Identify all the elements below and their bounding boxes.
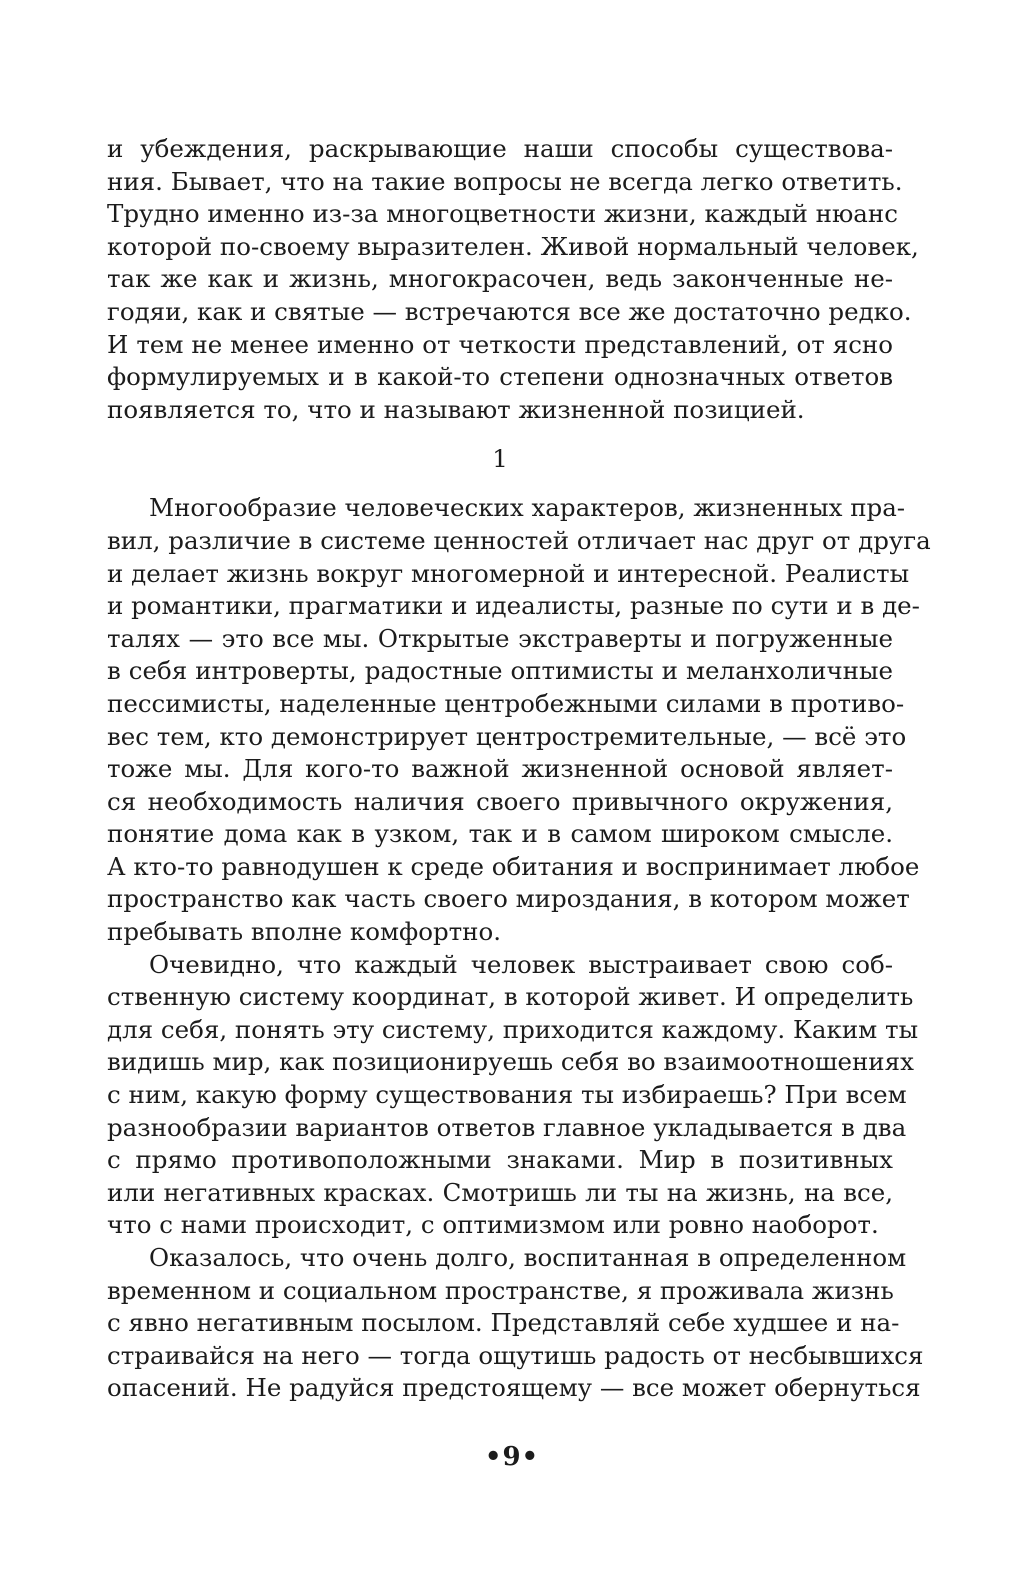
text-line: формулируемых и в какой-то степени однозначных ответов [107,362,893,392]
text-line: или негативных красках. Смотришь ли ты на жизнь, на все, [107,1177,893,1207]
text-line: которой по-своему выразителен. Живой нормальный человек, [107,231,919,261]
text-line: страивайся на него — тогда ощутишь радость от несбывшихся [107,1340,924,1370]
text-line: и делает жизнь вокруг многомерной и интересной. Реалисты [107,558,910,588]
text-line: ственную систему координат, в которой живет. И определить [107,982,914,1012]
text-line: с ним, какую форму существования ты избираешь? При всем [107,1080,907,1110]
paragraph [107,949,919,1242]
text-line: с прямо противоположными знаками. Мир в позитивных [107,1145,893,1175]
text-line: для себя, понять эту систему, приходится каждому. Каким ты [107,1014,919,1044]
text-line: Оказалось, что очень долго, воспитанная в определенном [149,1243,907,1272]
text-line: появляется то, что и называют жизненной позицией. [107,394,805,424]
text-line: понятие дома как в узком, так и в самом широком смысле. [107,819,893,849]
text-line: опасений. Не радуйся предстоящему — все может обернуться [107,1373,921,1403]
text-line: и убеждения, раскрывающие наши способы существова- [107,134,893,163]
text-line: пространство как часть своего мироздания, в котором может [107,884,910,914]
text-line: разнообразии вариантов ответов главное укладывается в два [107,1112,907,1142]
page-number: •9• [484,1442,540,1472]
text-line: с явно негативным посылом. Представляй себе худшее и на- [107,1308,900,1338]
text-line: вес тем, кто демонстрирует центростремительные, — всё это [107,721,907,751]
text-line: в себя интроверты, радостные оптимисты и меланхоличные [107,656,893,686]
text-line: Трудно именно из-за многоцветности жизни, каждый нюанс [107,199,898,229]
text-line: так же как и жизнь, многокрасочен, ведь законченные не- [107,264,893,294]
paragraph [107,1242,924,1405]
paragraph [107,133,919,426]
text-line: годяи, как и святые — встречаются все же достаточно редко. [107,296,912,326]
text-line: временном и социальном пространстве, я проживала жизнь [107,1275,894,1305]
text-line: А кто-то равнодушен к среде обитания и воспринимает любое [107,851,920,881]
text-line: и романтики, прагматики и идеалисты, разные по сути и в де- [107,591,920,621]
text-line: ния. Бывает, что на такие вопросы не всегда легко ответить. [107,166,903,196]
text-line: талях — это все мы. Открытые экстраверты и погруженные [107,623,893,653]
text-line: вил, различие в системе ценностей отличает нас друг от друга [107,525,931,555]
text-line: Очевидно, что каждый человек выстраивает свою соб- [149,949,893,979]
text-line: видишь мир, как позиционируешь себя во взаимоотношениях [107,1047,914,1077]
text-line: пессимисты, наделенные центробежными силами в противо- [107,688,905,718]
paragraph [107,492,931,948]
text-line: пребывать вполне комфортно. [107,917,502,947]
section-number: 1 [492,444,508,474]
text-line: тоже мы. Для кого-то важной жизненной основой являет- [107,754,893,784]
text-line: ся необходимость наличия своего привычного окружения, [107,786,893,816]
page-text [107,133,931,1405]
text-line: Многообразие человеческих характеров, жизненных пра- [149,493,906,523]
text-line: И тем не менее именно от четкости представлений, от ясно [107,329,893,359]
text-line: что с нами происходит, с оптимизмом или ровно наоборот. [107,1210,879,1240]
